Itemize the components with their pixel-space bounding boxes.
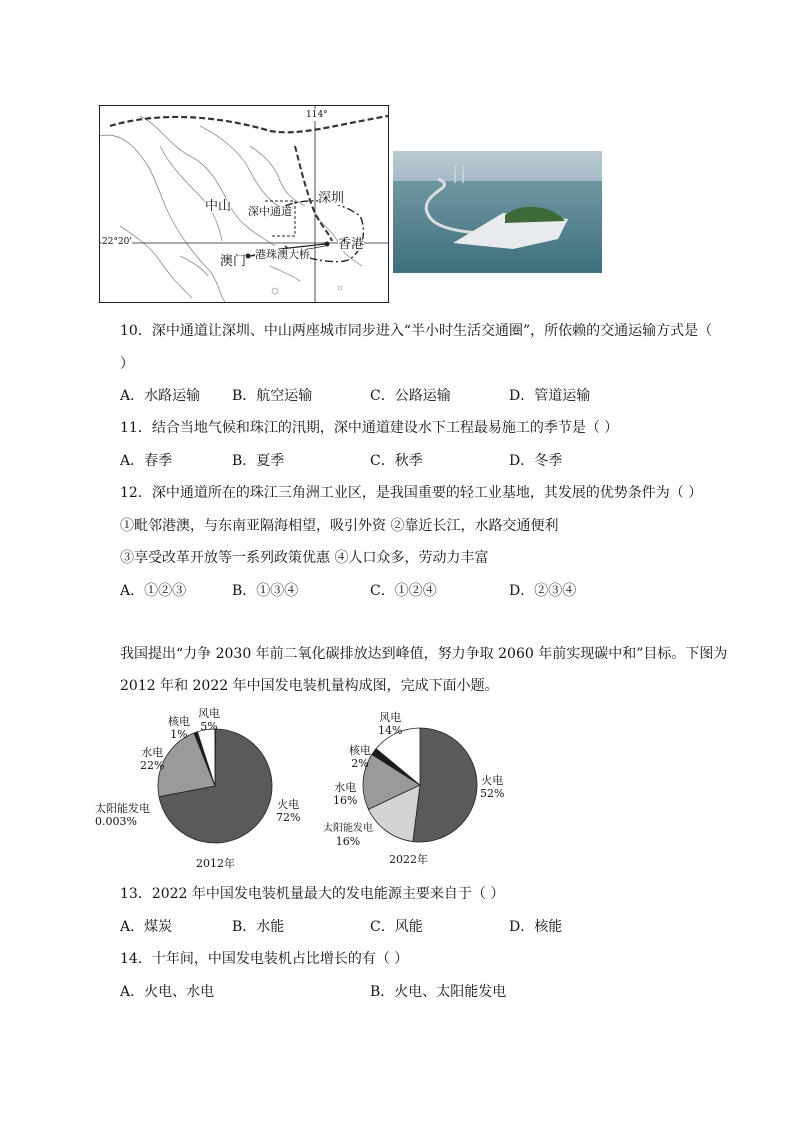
q10-option-b[interactable]: B．航空运输 xyxy=(232,388,313,404)
map-label-tunnel: 深中通道 xyxy=(248,205,292,218)
pie1-nuclear-label xyxy=(168,715,190,741)
q12-option-c[interactable]: C．①②④ xyxy=(370,583,437,599)
q14-option-b[interactable]: B．火电、太阳能发电 xyxy=(370,984,507,1000)
map-label-hongkong: 香港 xyxy=(338,237,365,252)
pie2-wind-value: 14% xyxy=(378,724,403,737)
q10-option-d[interactable]: D．管道运输 xyxy=(509,388,591,404)
pie1-wind-value: 5% xyxy=(200,720,218,733)
q12-statements-1: ①毗邻港澳，与东南亚隔海相望，吸引外资 ②靠近长江，水路交通便利 xyxy=(120,518,559,534)
pie2-solar-name: 太阳能发电 xyxy=(323,823,373,834)
pie1-year: 2012年 xyxy=(196,857,235,870)
q12-option-a[interactable]: A．①②③ xyxy=(120,583,187,599)
pie2-year: 2022年 xyxy=(389,853,428,866)
map-label-bridge: 港珠澳大桥 xyxy=(255,248,310,261)
q13-option-b[interactable]: B．水能 xyxy=(232,919,285,935)
q10-stem: 10．深中通道让深圳、中山两座城市同步进入“半小时生活交通圈”，所依赖的交通运输方式是（ xyxy=(120,323,713,339)
q11-option-d[interactable]: D．冬季 xyxy=(509,453,563,469)
map-lat-label: 22°20' xyxy=(102,237,132,247)
pie2-hydro-label xyxy=(333,781,357,807)
pie1-solar-label xyxy=(95,802,150,828)
q13-option-c[interactable]: C．风能 xyxy=(370,919,423,935)
q12-option-d[interactable]: D．②③④ xyxy=(509,583,577,599)
q12-option-b[interactable]: B．①③④ xyxy=(232,583,299,599)
pie2-solar-label xyxy=(323,822,373,849)
q10-option-a[interactable]: A．水路运输 xyxy=(120,388,201,404)
q11-option-b[interactable]: B．夏季 xyxy=(232,453,285,469)
map-label-zhongshan: 中山 xyxy=(205,199,232,214)
pie1-nuclear-value: 1% xyxy=(170,728,188,741)
pie2-hydro-name: 水电 xyxy=(334,781,357,794)
pie1-solar-value: 0.003% xyxy=(95,815,137,828)
bridge-photo-drawing xyxy=(393,151,602,273)
map-drawing xyxy=(100,106,388,302)
pie1-nuclear-name: 核电 xyxy=(168,715,190,728)
q12-stem: 12．深中通道所在的珠江三角洲工业区，是我国重要的轻工业基地，其发展的优势条件为（ ） xyxy=(120,485,703,501)
pie2-nuclear-value: 2% xyxy=(351,757,369,770)
pie2-thermal-value: 52% xyxy=(480,787,505,800)
pie2-nuclear-name: 核电 xyxy=(349,744,371,757)
q11-stem: 11．结合当地气候和珠江的汛期，深中通道建设水下工程最易施工的季节是（ ） xyxy=(120,420,619,436)
q14-option-a[interactable]: A．火电、水电 xyxy=(120,984,215,1000)
pie1-thermal-label xyxy=(276,798,300,824)
pie1-solar-name: 太阳能发电 xyxy=(95,802,150,815)
map-lon-label: 114° xyxy=(306,110,328,120)
q14-stem: 14．十年间，中国发电装机占比增长的有（ ） xyxy=(120,951,409,967)
q11-option-a[interactable]: A．春季 xyxy=(120,453,173,469)
q10-stem-close: ） xyxy=(120,356,134,372)
bridge-photo xyxy=(393,151,602,273)
pie1-hydro-label xyxy=(140,746,164,772)
q13-option-a[interactable]: A．煤炭 xyxy=(120,919,173,935)
pie2-hydro-value: 16% xyxy=(333,794,358,807)
q11-option-c[interactable]: C．秋季 xyxy=(370,453,423,469)
pie1-thermal-name: 火电 xyxy=(277,798,300,811)
pie1-hydro-value: 22% xyxy=(140,759,165,772)
pie1-wind-name: 风电 xyxy=(198,707,220,720)
pie2-wind-name: 风电 xyxy=(379,711,402,724)
map-label-macau: 澳门 xyxy=(220,254,247,269)
map-label-shenzhen: 深圳 xyxy=(318,191,345,206)
intro-line-2: 2012 年和 2022 年中国发电装机量构成图，完成下面小题。 xyxy=(120,678,499,694)
pie2-slice-0 xyxy=(413,728,477,842)
pie1-thermal-value: 72% xyxy=(276,811,301,824)
pie1-wind-label xyxy=(198,707,220,733)
intro-line-1: 我国提出“力争 2030 年前二氧化碳排放达到峰值，努力争取 2060 年前实现碳中和”目标。下图为 xyxy=(120,646,728,662)
q13-stem: 13．2022 年中国发电装机量最大的发电能源主要来自于（ ） xyxy=(120,886,505,902)
pie2-thermal-name: 火电 xyxy=(481,774,504,787)
q12-statements-2: ③享受改革开放等一系列政策优惠 ④人口众多，劳动力丰富 xyxy=(120,550,489,566)
pearl-river-delta-map xyxy=(99,105,389,303)
pie2-nuclear-label xyxy=(349,744,371,770)
pie2-solar-value: 16% xyxy=(335,835,361,848)
q10-option-c[interactable]: C．公路运输 xyxy=(370,388,451,404)
pie2-thermal-label xyxy=(480,774,504,800)
pie1-hydro-name: 水电 xyxy=(141,746,164,759)
pie2-wind-label xyxy=(378,711,402,737)
q13-option-d[interactable]: D．核能 xyxy=(509,919,563,935)
